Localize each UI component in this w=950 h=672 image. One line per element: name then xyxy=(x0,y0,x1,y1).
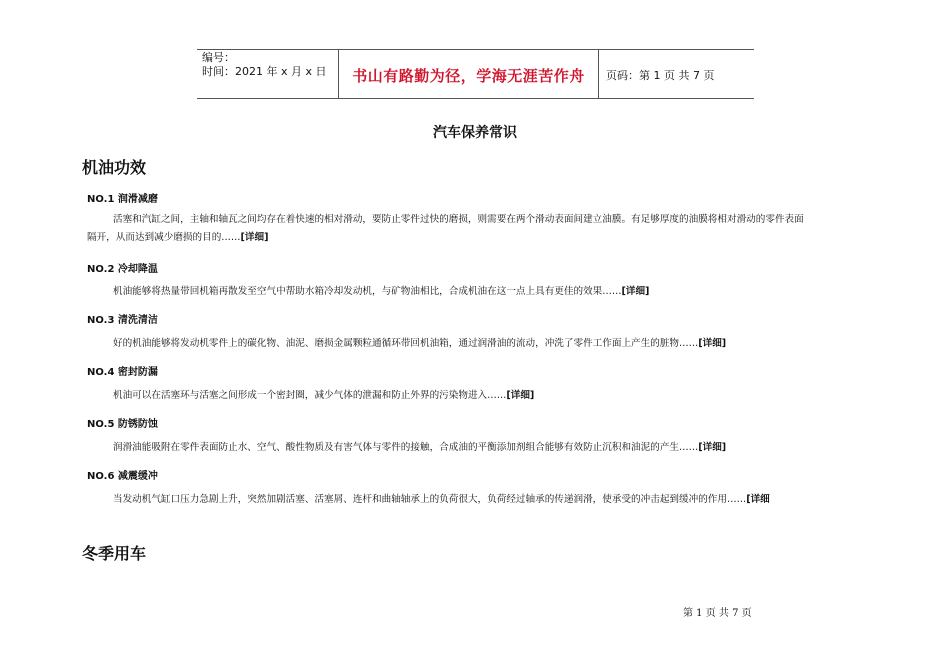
detail-link-3[interactable]: [详细] xyxy=(698,338,727,349)
time-label: 时间：2021 年 x 月 x 日 xyxy=(202,65,327,78)
detail-link-2[interactable]: [详细] xyxy=(621,286,650,297)
header-page-cell xyxy=(598,50,754,98)
page-label: 页码：第 1 页 共 7 页 xyxy=(606,69,715,82)
header-motto-cell xyxy=(338,50,599,98)
item-text-2: 机油能够将热量带回机箱再散发至空气中帮助水箱冷却发动机，与矿物油相比，合成机油在这一点上具有更佳的效果……[详细] xyxy=(113,286,650,297)
motto-text: 书山有路勤为径，学海无涯苦作舟 xyxy=(352,67,585,85)
page-footer: 第 1 页 共 7 页 xyxy=(683,608,752,619)
item-text-5: 润滑油能吸附在零件表面防止水、空气、酸性物质及有害气体与零件的接触，合成油的平衡添加剂组合能够有效防止沉积和油泥的产生……[详细] xyxy=(113,442,727,453)
detail-link-5[interactable]: [详细] xyxy=(698,442,727,453)
item-label-6: NO.6 减震缓冲 xyxy=(87,471,158,482)
item-label-2: NO.2 冷却降温 xyxy=(87,264,158,275)
section-heading-oil: 机油功效 xyxy=(82,158,147,177)
number-label: 编号： xyxy=(202,51,235,64)
item-text-1: 活塞和汽缸之间，主轴和轴瓦之间均存在着快速的相对滑动，要防止零件过快的磨损，则需要在两个滑动表面间建立油膜。有足够厚度的油膜将相对滑动的零件表面隔开，从而达到减少磨损的目的……[详细] xyxy=(87,214,804,243)
item-text-4: 机油可以在活塞环与活塞之间形成一个密封圈，减少气体的泄漏和防止外界的污染物进入……[详细] xyxy=(113,390,535,401)
item-label-3: NO.3 清洗清洁 xyxy=(87,315,158,326)
item-label-5: NO.5 防锈防蚀 xyxy=(87,419,158,430)
item-label-4: NO.4 密封防漏 xyxy=(87,367,158,378)
detail-link-1[interactable]: [详细] xyxy=(240,232,269,243)
item-text-6: 当发动机气缸口压力急剧上升，突然加剧活塞、活塞屑、连杆和曲轴轴承上的负荷很大，负荷经过轴承的传递润滑，使承受的冲击起到缓冲的作用……[详细 xyxy=(113,494,770,505)
page-header xyxy=(197,49,754,99)
header-info-cell xyxy=(197,50,338,98)
item-label-1: NO.1 润滑减磨 xyxy=(87,194,158,205)
item-text-3: 好的机油能够将发动机零件上的碳化物、油泥、磨损金属颗粒通循环带回机油箱，通过润滑油的流动，冲洗了零件工作面上产生的脏物……[详细] xyxy=(113,338,727,349)
detail-link-6[interactable]: [详细 xyxy=(746,494,770,505)
page-title: 汽车保养常识 xyxy=(433,125,517,141)
section-heading-winter: 冬季用车 xyxy=(82,544,147,563)
detail-link-4[interactable]: [详细] xyxy=(506,390,535,401)
